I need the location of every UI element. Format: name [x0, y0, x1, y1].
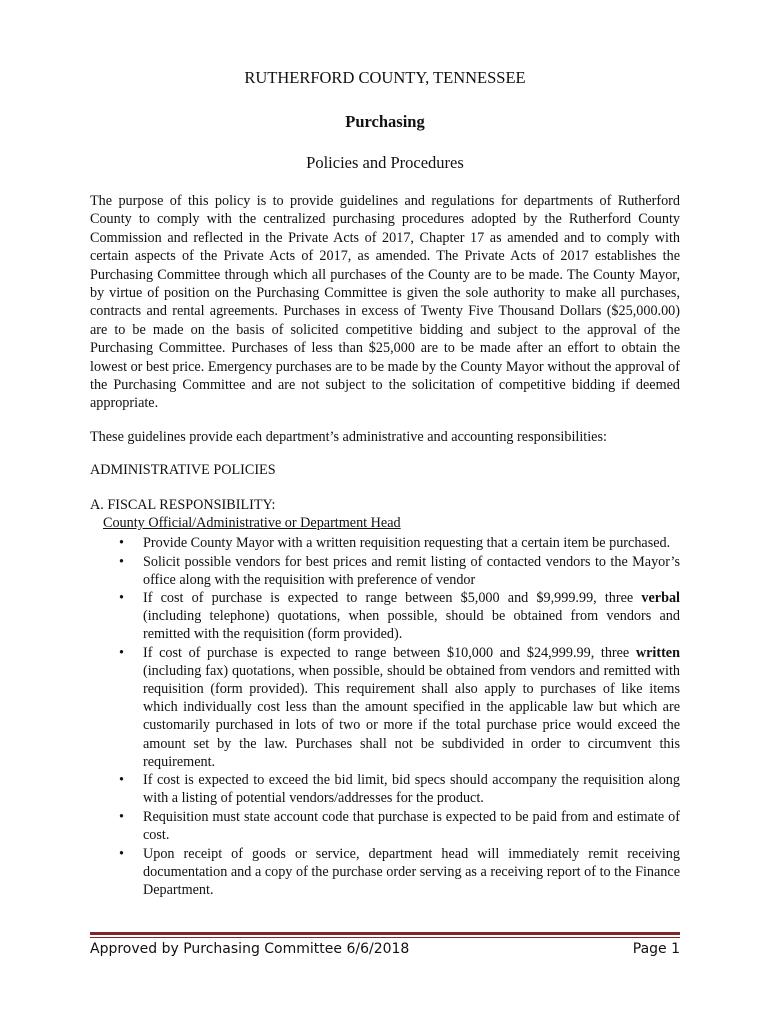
county-title: RUTHERFORD COUNTY, TENNESSEE	[244, 68, 526, 87]
fiscal-responsibility-heading: A. FISCAL RESPONSIBILITY:	[90, 497, 276, 513]
list-item	[143, 845, 680, 899]
list-item-text: Requisition must state account code that purchase is expected to be paid from and estimate of cost.	[143, 808, 680, 843]
list-item	[143, 808, 680, 844]
list-item-text: If cost of purchase is expected to range between $10,000 and $24,999.99, three	[143, 645, 636, 662]
administrative-policies-heading: ADMINISTRATIVE POLICIES	[90, 462, 276, 478]
responsibility-list	[143, 534, 680, 899]
guidelines-paragraph: These guidelines provide each department’s administrative and accounting responsibilities:	[90, 429, 607, 445]
purpose-paragraph: The purpose of this policy is to provide guidelines and regulations for departments of Rutherford County to comply with the centralized purchasing procedures adopted by the Rutherford County Commission and reflected in the Private Acts of 2017, Chapter 17 as amended and to comply with certain aspects of the Private Acts of 2017, as amended. The Private Acts of 2017 establishes the Purchasing Committee through which all purchases of the County are to be made. The County Mayor, by virtue of position on the Purchasing Committee is given the sole authority to make all purchases, contracts and rental agreements. Purchases in excess of Twenty Five Thousand Dollars ($25,000.00) are to be made on the basis of solicited competitive bidding and subject to the approval of the Purchasing Committee. Purchases of less than $25,000 are to be made after an effort to obtain the lowest or best price. Emergency purchases are to be made by the County Mayor without the approval of the Purchasing Committee and are not subject to the solicitation of competitive bidding if deemed appropriate.	[90, 193, 680, 412]
list-item	[143, 534, 680, 552]
list-item-text: If cost of purchase is expected to range between $5,000 and $9,999.99, three	[143, 590, 642, 607]
page-number: Page 1	[632, 941, 680, 957]
list-item	[143, 553, 680, 589]
department-head-subheading: County Official/Administrative or Department Head	[103, 515, 401, 531]
document-subtitle: Policies and Procedures	[306, 153, 464, 172]
approval-footer: Approved by Purchasing Committee 6/6/2018	[90, 941, 410, 957]
footer-rule	[90, 932, 680, 935]
list-item-text: Provide County Mayor with a written requisition requesting that a certain item be purchased.	[143, 535, 671, 551]
department-title: Purchasing	[345, 112, 425, 131]
footer-rule-thin	[90, 937, 680, 938]
verbal-emphasis: verbal	[641, 590, 680, 607]
list-item-text: Upon receipt of goods or service, department head will immediately remit receiving documentation and a copy of the purchase order serving as a receiving report of to the Finance Department.	[143, 845, 680, 898]
list-item	[143, 771, 680, 807]
list-item-text: If cost is expected to exceed the bid limit, bid specs should accompany the requisition along with a listing of potential vendors/addresses for the product.	[143, 772, 680, 807]
list-item	[143, 644, 680, 771]
list-item-text: (including telephone) quotations, when possible, should be obtained from vendors and remitted with the requisition (form provided).	[143, 608, 680, 643]
list-item-text: (including fax) quotations, when possible, should be obtained from vendors and remitted with requisition (form provided). This requirement shall also apply to purchases of like items which individually cost less than the amount specified in the applicable law but which are customarily purchased in lots of two or more if the total purchase price would exceed the amount set by the law. Purchases shall not be subdivided in order to circumvent this requirement.	[143, 663, 680, 770]
list-item-text: Solicit possible vendors for best prices and remit listing of contacted vendors to the Mayor’s office along with the requisition with preference of vendor	[143, 553, 680, 588]
written-emphasis: written	[635, 645, 680, 662]
list-item	[143, 589, 680, 643]
